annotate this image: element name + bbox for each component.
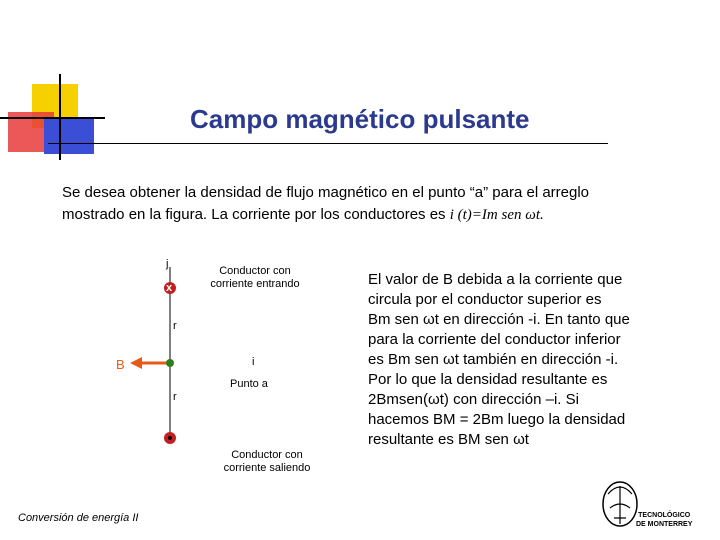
label-bottom-conductor: Conductor con corriente saliendo bbox=[223, 449, 311, 474]
explanation-line-1: El valor de B debida a la corriente que bbox=[368, 271, 623, 288]
logo-seal-detail bbox=[608, 486, 632, 524]
explanation-line-5: es Bm sen ωt también en dirección -i. bbox=[368, 351, 619, 368]
explanation-line-4: para la corriente del conductor inferior bbox=[368, 331, 621, 348]
logo-line-1: TECNOLÓGICO bbox=[638, 512, 691, 519]
explanation-line-3: Bm sen ωt en dirección -i. En tanto que bbox=[368, 311, 630, 328]
label-i: i bbox=[252, 356, 255, 368]
deco-blue-square bbox=[44, 118, 94, 154]
logo-line-2: DE MONTERREY bbox=[636, 521, 693, 528]
intro-paragraph bbox=[62, 182, 682, 226]
explanation-line-7: 2Bmsen(ωt) con dirección –i. Si bbox=[368, 391, 579, 408]
decorative-corner-graphic bbox=[0, 70, 110, 170]
label-r-bottom: r bbox=[173, 391, 177, 403]
intro-line-2-text: mostrado en la figura. La corriente por los conductores es bbox=[62, 206, 450, 223]
arrow-head bbox=[130, 357, 142, 369]
explanation-text bbox=[368, 270, 688, 450]
tec-monterrey-logo-icon bbox=[600, 474, 640, 530]
label-top-conductor: Conductor con corriente entrando bbox=[210, 265, 300, 290]
intro-line-1: Se desea obtener la densidad de flujo magnético en el punto “a” para el arreglo bbox=[62, 184, 590, 201]
explanation-line-9: resultante es BM sen ωt bbox=[368, 431, 529, 448]
label-r-top: r bbox=[173, 320, 177, 332]
footer-course-name: Conversión de energía II bbox=[18, 512, 139, 524]
label-point-a: Punto a bbox=[230, 378, 268, 390]
explanation-line-6: Por lo que la densidad resultante es bbox=[368, 371, 608, 388]
explanation-line-2: circula por el conductor superior es bbox=[368, 291, 602, 308]
label-j: j bbox=[166, 258, 169, 270]
slide-title: Campo magnético pulsante bbox=[190, 104, 530, 134]
bottom-conductor-center bbox=[168, 436, 172, 440]
label-x: x bbox=[166, 282, 173, 294]
logo-text bbox=[636, 511, 692, 529]
intro-line-2 bbox=[62, 204, 682, 226]
title-underline bbox=[48, 143, 608, 144]
explanation-line-8: hacemos BM = 2Bm luego la densidad bbox=[368, 411, 626, 428]
label-B: B bbox=[116, 357, 125, 372]
intro-formula: i (t)=Im sen ωt. bbox=[449, 207, 544, 223]
point-a-dot bbox=[166, 359, 174, 367]
